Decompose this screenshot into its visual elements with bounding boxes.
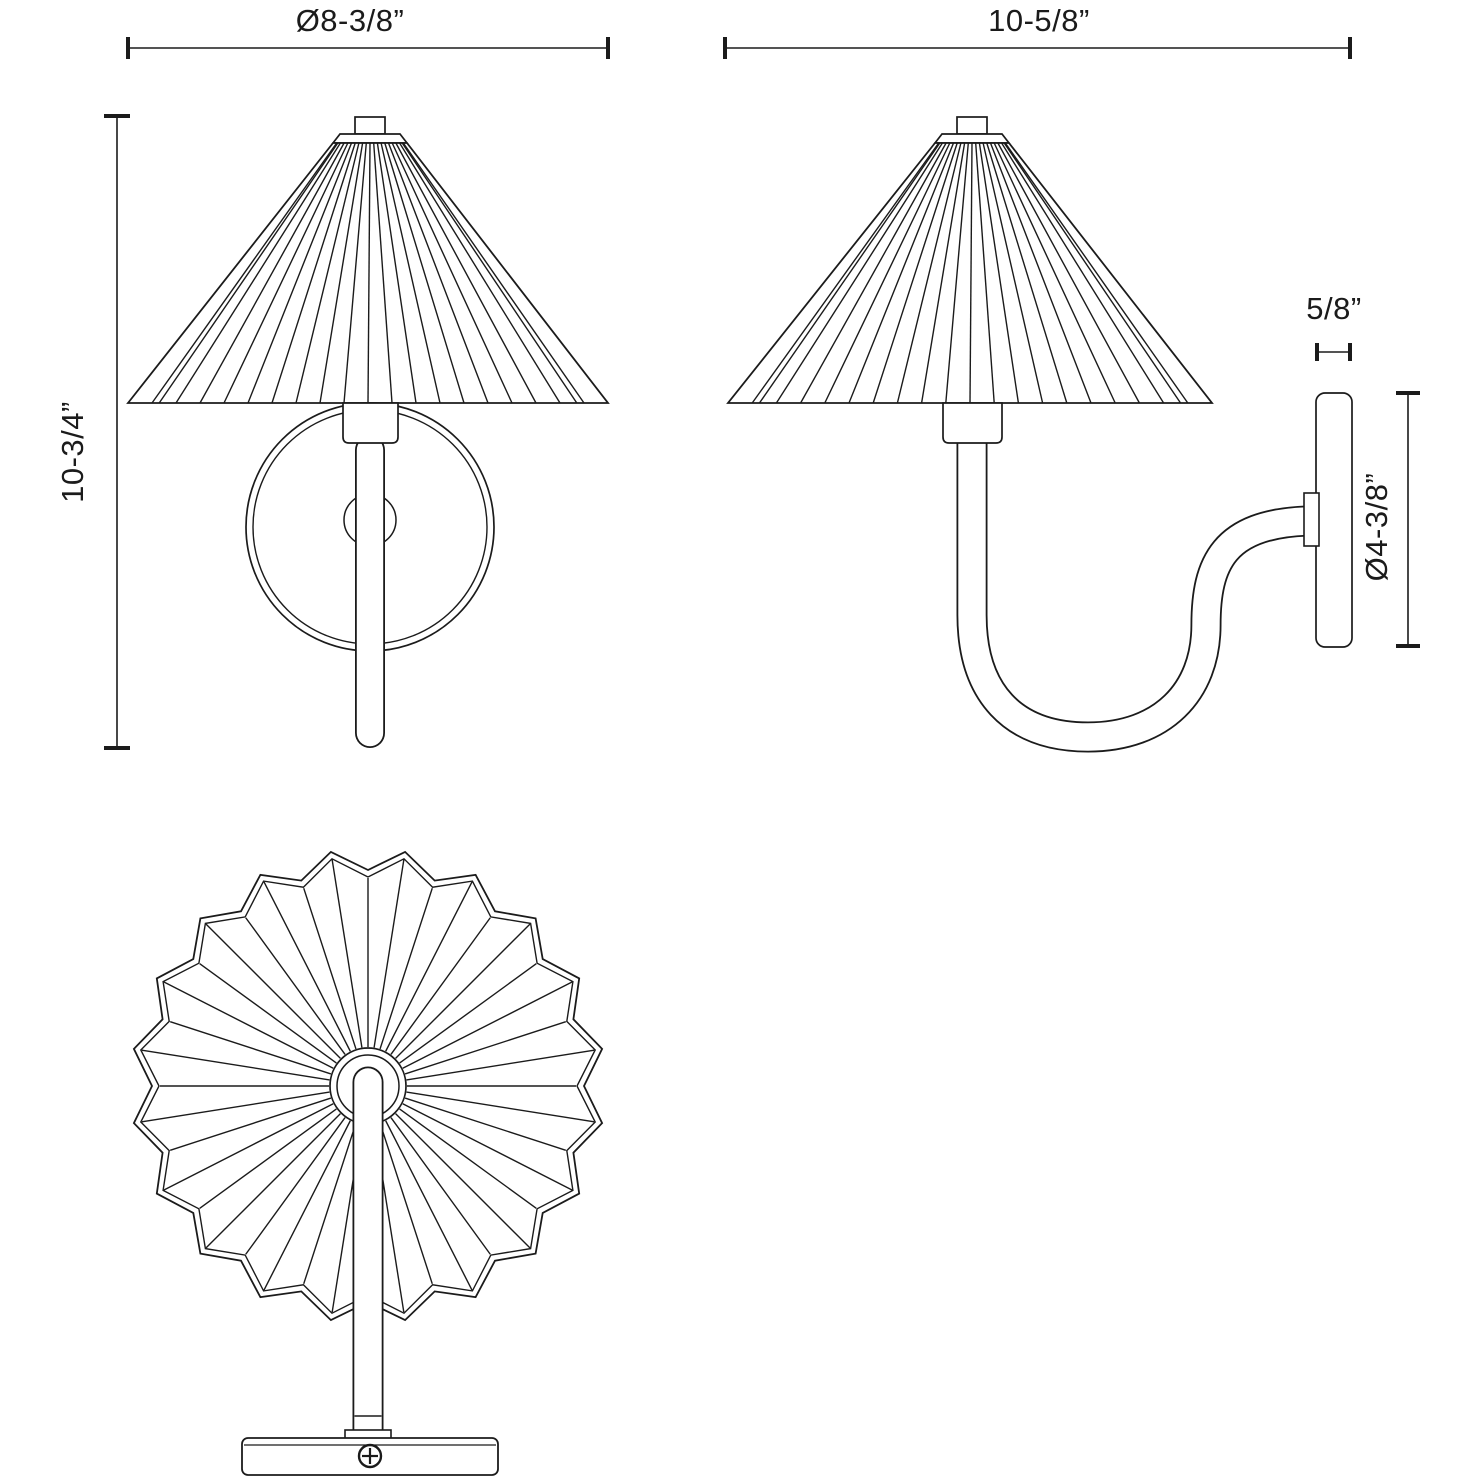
front-view-drawing	[128, 117, 608, 733]
dimension-label-side-depth: 10-5/8”	[988, 3, 1090, 38]
dimension-label-backplate-depth: 5/8”	[1306, 291, 1362, 326]
dimension-label-front-width: Ø8-3/8”	[295, 3, 405, 38]
bottom-view-drawing	[134, 852, 602, 1475]
dimension-label-front-height: 10-3/4”	[55, 401, 90, 503]
dimension-label-backplate-diameter: Ø4-3/8”	[1359, 472, 1394, 582]
side-view-drawing	[728, 117, 1352, 737]
